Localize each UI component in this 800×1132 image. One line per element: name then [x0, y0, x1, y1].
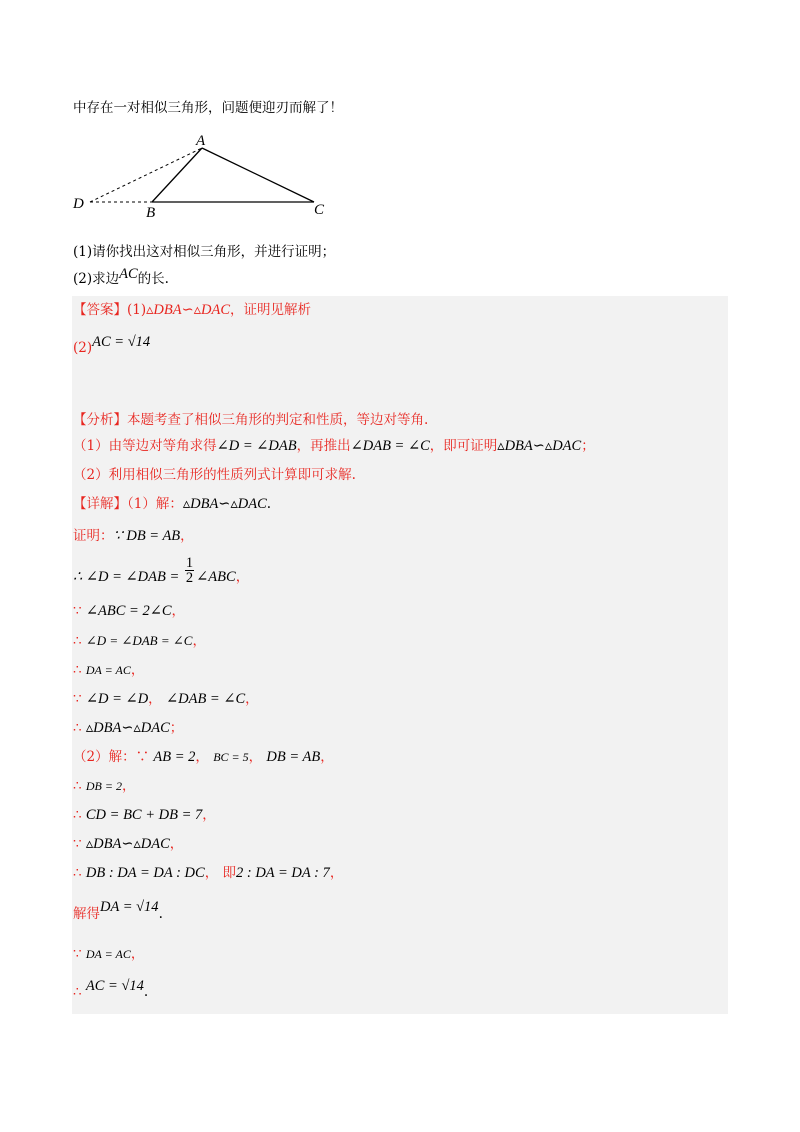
- label-A: A: [196, 133, 206, 149]
- analysis-line-1: （1）由等边对等角求得∠D = ∠DAB，再推出∠DAB = ∠C，即可证明▵DBA∽▵DAC；: [73, 438, 595, 454]
- label-C: C: [314, 202, 325, 218]
- answer-line-1: 【答案】(1)▵DBA∽▵DAC，证明见解析: [73, 302, 312, 318]
- analysis-line-2: （2）利用相似三角形的性质列式计算即可求解.: [73, 467, 356, 483]
- question-2: (2)求边AC的长.: [73, 266, 169, 287]
- detail-title: 【详解】（1）解：▵DBA∽▵DAC.: [73, 496, 272, 512]
- solve-line-1: （2）解：∵ AB = 2， BC = 5， DB = AB，: [73, 749, 334, 765]
- answer-line-2: (2)AC = √14: [73, 334, 151, 356]
- solve-line-8: ∴ AC = √14.: [73, 978, 149, 1000]
- proof-line-6: ∵ ∠D = ∠D， ∠DAB = ∠C，: [73, 691, 259, 707]
- solve-line-4: ∵ ▵DBA∽▵DAC，: [73, 836, 184, 852]
- label-B: B: [146, 205, 156, 221]
- label-D: D: [73, 196, 84, 212]
- solve-line-6: 解得DA = √14.: [73, 899, 163, 922]
- question-1: (1)请你找出这对相似三角形，并进行证明；: [73, 244, 336, 260]
- solve-line-2: ∴ DB = 2，: [73, 778, 136, 794]
- intro-text: 中存在一对相似三角形，问题便迎刃而解了！: [73, 100, 343, 116]
- fraction-half: $\frac{1}{2}$: [185, 555, 194, 586]
- proof-line-2: ∴ ∠D = ∠DAB = $\frac{1}{2}$ ∠ABC，: [73, 555, 250, 586]
- proof-line-1: 证明：∵ DB = AB，: [73, 528, 194, 544]
- proof-line-5: ∴ DA = AC，: [73, 662, 145, 678]
- proof-line-7: ∴ ▵DBA∽▵DAC；: [73, 720, 184, 736]
- segment-AC: [202, 148, 314, 202]
- segment-DA: [90, 148, 202, 202]
- solve-line-7: ∵ DA = AC，: [73, 946, 145, 962]
- segment-BA: [152, 148, 202, 202]
- proof-line-4: ∴ ∠D = ∠DAB = ∠C，: [73, 633, 206, 649]
- proof-line-3: ∵ ∠ABC = 2∠C，: [73, 603, 186, 619]
- solve-line-5: ∴ DB : DA = DA : DC， 即2 : DA = DA : 7，: [73, 865, 344, 881]
- solve-line-3: ∴ CD = BC + DB = 7，: [73, 807, 216, 823]
- analysis-title: 【分析】本题考查了相似三角形的判定和性质，等边对等角.: [73, 412, 429, 428]
- answer-panel: [72, 296, 728, 1014]
- triangle-figure: [0, 0, 800, 240]
